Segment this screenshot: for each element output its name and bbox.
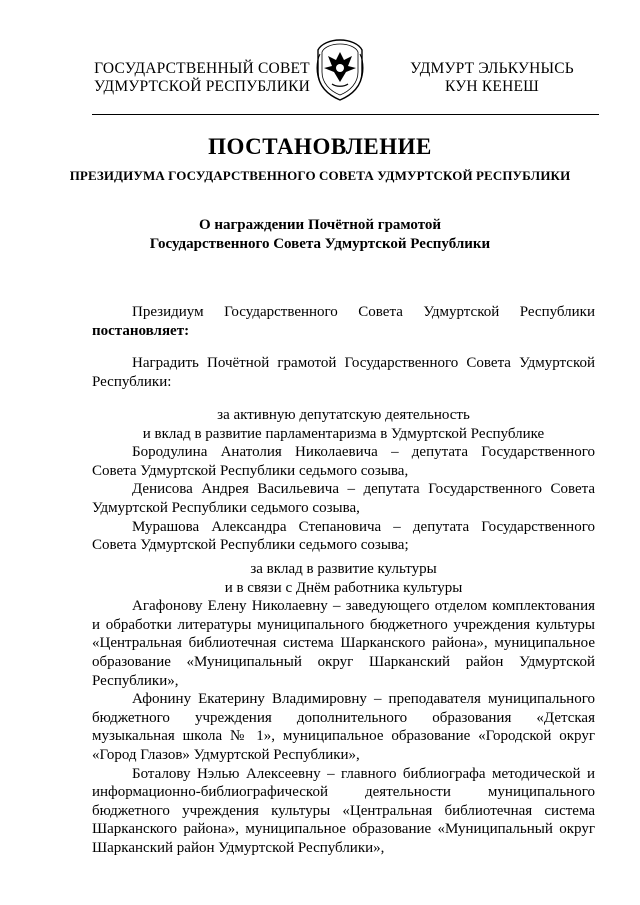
udmurt-coat-of-arms-icon xyxy=(312,38,368,102)
document-subject xyxy=(0,216,640,254)
list-item: Бородулина Анатолия Николаевича – депутата Государственного Совета Удмуртской Республики седьмого созыва, xyxy=(92,444,595,479)
document-subtitle: ПРЕЗИДИУМА ГОСУДАРСТВЕННОГО СОВЕТА УДМУРТСКОЙ РЕСПУБЛИКИ xyxy=(69,168,571,183)
header-left-line1: ГОСУДАРСТВЕННЫЙ СОВЕТ xyxy=(94,60,310,77)
subject-line1: О награждении Почётной грамотой xyxy=(198,217,442,233)
section1-heading-line1: за активную депутатскую деятельность xyxy=(217,407,470,423)
list-item: Денисова Андрея Васильевича – депутата Государственного Совета Удмуртской Республики седьмого созыва, xyxy=(92,481,595,516)
document-title: ПОСТАНОВЛЕНИЕ xyxy=(208,134,432,159)
award-intro-block xyxy=(92,354,595,391)
section-culture xyxy=(92,560,595,858)
header-right-line2: КУН КЕНЕШ xyxy=(445,78,539,95)
section1-heading-line2: и вклад в развитие парламентаризма в Удмуртской Республике xyxy=(142,425,545,442)
award-intro-text: Наградить Почётной грамотой Государственного Совета Удмуртской Республики: xyxy=(92,355,595,390)
list-item: Афонину Екатерину Владимировну – преподавателя муниципального бюджетного учреждения дополнительного образования «Детская музыкальная школа № 1», муниципальное образование «Городской округ «Город Глазов» Удмуртской Республики», xyxy=(92,691,595,763)
list-item: Агафонову Елену Николаевну – заведующего отделом комплектования и обработки литературы муниципального бюджетного учреждения культуры «Центральная библиотечная система Шарканского района», муниципальное образование «Муниципальный округ Шарканский район Удмуртской Республики», xyxy=(92,598,595,689)
list-item: Мурашова Александра Степановича – депутата Государственного Совета Удмуртской Республики седьмого созыва; xyxy=(92,518,595,554)
header-divider xyxy=(92,114,599,115)
section2-heading-line2: и в связи с Днём работника культуры xyxy=(224,579,463,596)
intro-block xyxy=(92,303,595,340)
intro-text: Президиум Государственного Совета Удмуртской Республики xyxy=(132,304,595,320)
subject-line2: Государственного Совета Удмуртской Республики xyxy=(149,236,491,252)
intro-decision: постановляет: xyxy=(92,322,190,339)
header-left xyxy=(92,60,312,96)
header-right-line1: УДМУРТ ЭЛЬКУНЫСЬ xyxy=(410,60,574,77)
header-left-line2: УДМУРТСКОЙ РЕСПУБЛИКИ xyxy=(93,78,311,95)
section2-heading-line1: за вклад в развитие культуры xyxy=(250,561,437,577)
section-deputies xyxy=(92,406,595,555)
list-item: Боталову Нэлью Алексеевну – главного библиографа методической и информационно-библиографической деятельности муниципального бюджетного учреждения культуры «Центральная библиотечная система Шарканского района», муниципальное образование «Муниципальный округ Шарканский район Удмуртской Республики», xyxy=(92,765,595,856)
header-right xyxy=(392,60,592,96)
